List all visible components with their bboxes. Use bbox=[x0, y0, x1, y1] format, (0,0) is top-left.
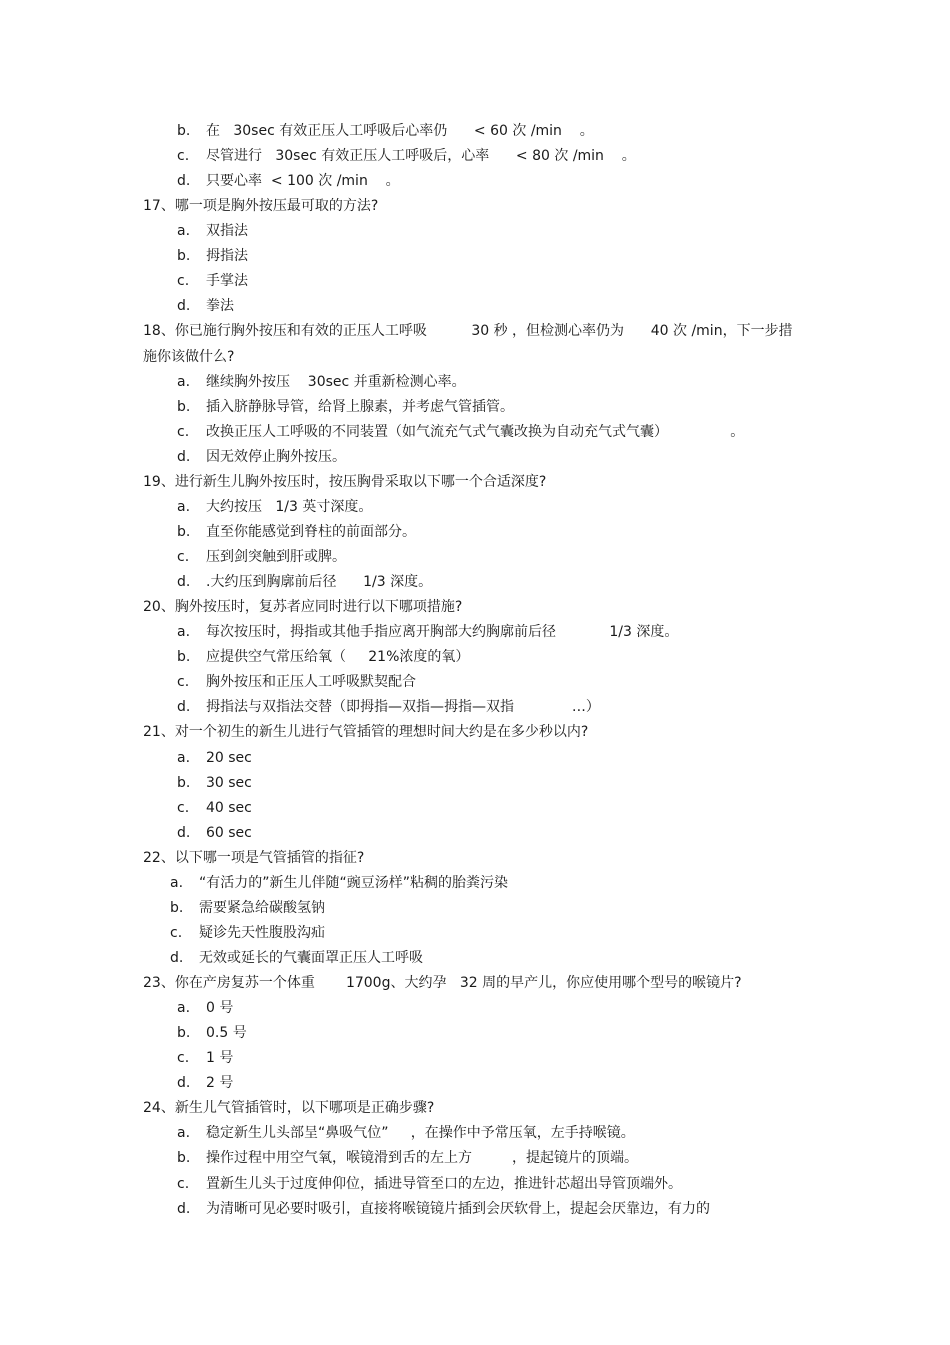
option-text: 应提供空气常压给氧（ 21%浓度的氧） bbox=[206, 649, 470, 665]
option-letter: d. bbox=[177, 298, 191, 314]
option-line bbox=[177, 1049, 233, 1067]
option-text: 需要紧急给碳酸氢钠 bbox=[199, 900, 325, 916]
option-text: 手掌法 bbox=[206, 273, 248, 289]
option-line bbox=[177, 774, 252, 792]
option-letter: a. bbox=[177, 750, 191, 766]
option-text: 操作过程中用空气氧，喉镜滑到舌的左上方 ，提起镜片的顶端。 bbox=[206, 1150, 639, 1166]
question-text: 20、胸外按压时，复苏者应同时进行以下哪项措施? bbox=[143, 599, 463, 615]
option-letter: b. bbox=[170, 900, 184, 916]
option-letter: d. bbox=[170, 950, 184, 966]
option-letter: b. bbox=[177, 248, 191, 264]
option-line bbox=[177, 398, 514, 416]
option-text: 胸外按压和正压人工呼吸默契配合 bbox=[206, 674, 416, 690]
option-text: 60 sec bbox=[206, 825, 252, 841]
option-letter: c. bbox=[177, 674, 190, 690]
option-letter: b. bbox=[177, 399, 191, 415]
option-line bbox=[177, 172, 400, 190]
option-text: .大约压到胸廓前后径 1/3 深度。 bbox=[206, 574, 433, 590]
option-text: 1 号 bbox=[206, 1050, 234, 1066]
option-text: 40 sec bbox=[206, 800, 252, 816]
option-line bbox=[177, 573, 432, 591]
option-letter: d. bbox=[177, 574, 191, 590]
option-text: 无效或延长的气囊面罩正压人工呼吸 bbox=[199, 950, 423, 966]
option-line bbox=[177, 1124, 635, 1142]
question-text: 22、以下哪一项是气管插管的指征? bbox=[143, 850, 365, 866]
option-text: 0 号 bbox=[206, 1000, 234, 1016]
option-text: 拇指法与双指法交替（即拇指—双指—拇指—双指 …） bbox=[206, 699, 600, 715]
option-letter: d. bbox=[177, 825, 191, 841]
option-text: 插入脐静脉导管，给肾上腺素，并考虑气管插管。 bbox=[206, 399, 514, 415]
option-letter: d. bbox=[177, 173, 191, 189]
option-text: 尽管进行 30sec 有效正压人工呼吸后，心率 < 80 次 /min 。 bbox=[206, 148, 636, 164]
option-line bbox=[177, 648, 469, 666]
question-text: 19、进行新生儿胸外按压时，按压胸骨采取以下哪一个合适深度? bbox=[143, 474, 547, 490]
option-line bbox=[177, 272, 248, 290]
option-line bbox=[177, 749, 252, 767]
option-line bbox=[177, 122, 594, 140]
option-text: 20 sec bbox=[206, 750, 252, 766]
option-line bbox=[177, 999, 233, 1017]
option-letter: b. bbox=[177, 1150, 191, 1166]
question-text: 施你该做什么? bbox=[143, 349, 235, 365]
option-text: 疑诊先天性腹股沟疝 bbox=[199, 925, 325, 941]
option-letter: b. bbox=[177, 775, 191, 791]
option-letter: a. bbox=[177, 499, 191, 515]
option-line bbox=[177, 147, 636, 165]
option-line bbox=[170, 924, 325, 942]
option-text: 为清晰可见必要时吸引，直接将喉镜镜片插到会厌软骨上，提起会厌靠边，有力的 bbox=[206, 1201, 710, 1217]
option-line bbox=[170, 899, 325, 917]
option-text: 每次按压时，拇指或其他手指应离开胸部大约胸廓前后径 1/3 深度。 bbox=[206, 624, 679, 640]
option-text: 拳法 bbox=[206, 298, 234, 314]
option-letter: c. bbox=[177, 800, 190, 816]
option-text: 继续胸外按压 30sec 并重新检测心率。 bbox=[206, 374, 466, 390]
option-line bbox=[177, 623, 678, 641]
option-letter: a. bbox=[170, 875, 184, 891]
option-line bbox=[177, 799, 252, 817]
option-line bbox=[177, 423, 744, 441]
question-text: 23、你在产房复苏一个体重 1700g、大约孕 32 周的早产儿，你应使用哪个型号的喉镜片? bbox=[143, 975, 742, 991]
option-letter: c. bbox=[177, 424, 190, 440]
option-letter: b. bbox=[177, 1025, 191, 1041]
question-text: 17、哪一项是胸外按压最可取的方法? bbox=[143, 198, 379, 214]
option-line bbox=[177, 498, 372, 516]
option-letter: a. bbox=[177, 624, 191, 640]
option-text: 在 30sec 有效正压人工呼吸后心率仍 < 60 次 /min 。 bbox=[206, 123, 594, 139]
option-line bbox=[177, 297, 234, 315]
option-line bbox=[177, 373, 466, 391]
option-letter: c. bbox=[170, 925, 183, 941]
option-letter: b. bbox=[177, 524, 191, 540]
option-text: 2 号 bbox=[206, 1075, 234, 1091]
option-line bbox=[177, 523, 416, 541]
option-text: 压到剑突触到肝或脾。 bbox=[206, 549, 346, 565]
option-line bbox=[177, 1074, 233, 1092]
option-line bbox=[177, 1149, 638, 1167]
option-line bbox=[177, 247, 248, 265]
option-line bbox=[177, 824, 252, 842]
option-letter: c. bbox=[177, 273, 190, 289]
option-text: 30 sec bbox=[206, 775, 252, 791]
option-text: 只要心率 < 100 次 /min 。 bbox=[206, 173, 400, 189]
option-letter: a. bbox=[177, 223, 191, 239]
option-line bbox=[177, 1200, 710, 1218]
option-text: 大约按压 1/3 英寸深度。 bbox=[206, 499, 373, 515]
option-letter: a. bbox=[177, 1125, 191, 1141]
option-letter: a. bbox=[177, 1000, 191, 1016]
question-text: 18、你已施行胸外按压和有效的正压人工呼吸 30 秒 ，但检测心率仍为 40 次 /min，下一步措 bbox=[143, 323, 793, 339]
option-line bbox=[170, 949, 423, 967]
option-line bbox=[177, 698, 600, 716]
option-letter: b. bbox=[177, 123, 191, 139]
option-letter: b. bbox=[177, 649, 191, 665]
option-text: 稳定新生儿头部呈“鼻吸气位” ，在操作中予常压氧，左手持喉镜。 bbox=[206, 1125, 635, 1141]
option-line bbox=[177, 1024, 247, 1042]
option-letter: c. bbox=[177, 1050, 190, 1066]
option-letter: c. bbox=[177, 148, 190, 164]
option-letter: d. bbox=[177, 1201, 191, 1217]
question-text: 24、新生儿气管插管时，以下哪项是正确步骤? bbox=[143, 1100, 435, 1116]
option-letter: c. bbox=[177, 1176, 190, 1192]
option-text: 拇指法 bbox=[206, 248, 248, 264]
option-line bbox=[177, 1175, 682, 1193]
option-text: 置新生儿头于过度伸仰位，插进导管至口的左边，推进针芯超出导管顶端外。 bbox=[206, 1176, 682, 1192]
option-text: 0.5 号 bbox=[206, 1025, 247, 1041]
question-text: 21、对一个初生的新生儿进行气管插管的理想时间大约是在多少秒以内? bbox=[143, 724, 589, 740]
option-letter: c. bbox=[177, 549, 190, 565]
option-letter: a. bbox=[177, 374, 191, 390]
option-letter: d. bbox=[177, 449, 191, 465]
option-text: 改换正压人工呼吸的不同装置（如气流充气式气囊改换为自动充气式气囊） 。 bbox=[206, 424, 745, 440]
option-line bbox=[170, 874, 508, 892]
option-text: “有活力的”新生儿伴随“豌豆汤样”粘稠的胎粪污染 bbox=[199, 875, 509, 891]
option-letter: d. bbox=[177, 1075, 191, 1091]
option-line bbox=[177, 673, 416, 691]
option-text: 双指法 bbox=[206, 223, 248, 239]
option-text: 直至你能感觉到脊柱的前面部分。 bbox=[206, 524, 416, 540]
option-text: 因无效停止胸外按压。 bbox=[206, 449, 346, 465]
option-line bbox=[177, 222, 248, 240]
option-line bbox=[177, 548, 346, 566]
option-line bbox=[177, 448, 346, 466]
option-letter: d. bbox=[177, 699, 191, 715]
